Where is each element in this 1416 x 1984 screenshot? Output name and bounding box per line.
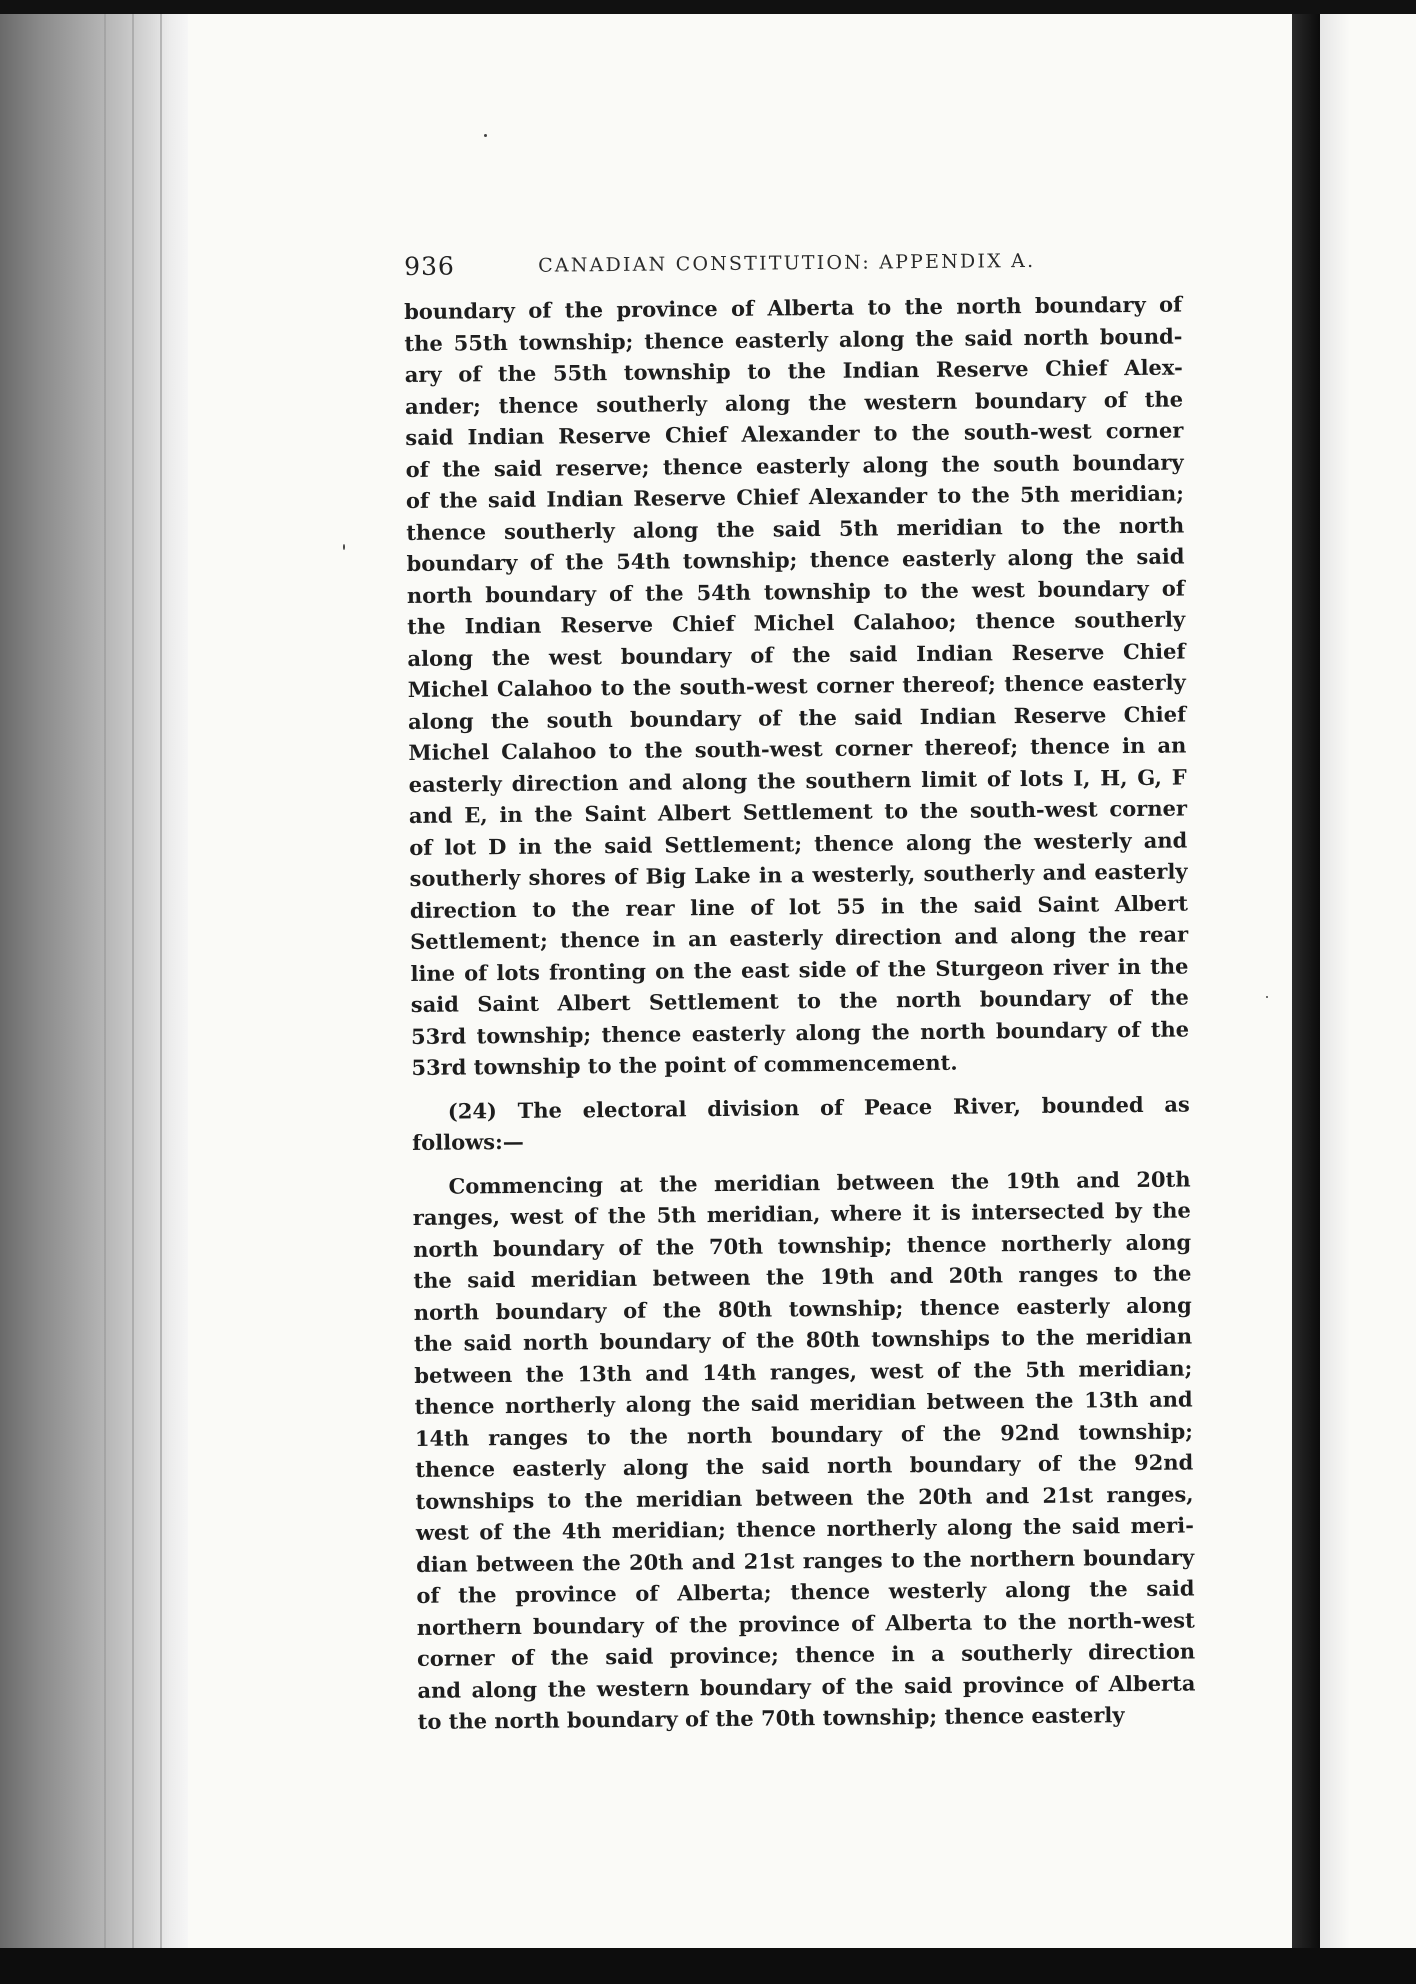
text-line: direction to the rear line of lot 55 in the said Saint Albert (409, 890, 1188, 923)
page-edge-line (132, 14, 134, 1948)
scan-speck (484, 134, 487, 137)
text-line: dian between the 20th and 21st ranges to the northern boundary (416, 1543, 1195, 1577)
text-line: of the said Indian Reserve Chief Alexander to the 5th meridian; (405, 480, 1185, 513)
text-line: north boundary of the 80th township; thence easterly along (413, 1291, 1192, 1325)
running-title: CANADIAN CONSTITUTION: APPENDIX A. (538, 249, 1036, 277)
text-line: follows:— (412, 1128, 524, 1155)
text-line: north boundary of the 70th township; thence northerly along (413, 1228, 1192, 1262)
scan-speck (343, 544, 345, 550)
page-edge-line (104, 14, 106, 1948)
book-gutter (1292, 14, 1320, 1948)
text-line: west of the 4th meridian; thence northerly along the said meri- (415, 1512, 1194, 1545)
page-number: 936 (404, 251, 455, 281)
running-header (404, 246, 1064, 286)
paragraph (412, 1163, 1195, 1737)
text-line: easterly direction and along the southern limit of lots I, H, G, F (408, 764, 1187, 797)
text-line: Commencing at the meridian between the 19th and 20th (448, 1165, 1191, 1199)
text-line: (24) The electoral division of Peace River, bounded as (447, 1090, 1190, 1124)
text-line: boundary of the province of Alberta to the north boundary of (404, 291, 1183, 324)
text-line: along the west boundary of the said Indian Reserve Chief (407, 638, 1186, 671)
text-line: of the province of Alberta; thence westerly along the said (416, 1575, 1195, 1608)
text-line: the said north boundary of the 80th townships to the meridian (413, 1323, 1193, 1356)
text-line: and E, in the Saint Albert Settlement to the south-west corner (408, 795, 1188, 828)
text-line: north boundary of the 54th township to the west boundary of (406, 575, 1185, 608)
scan-speck (1266, 996, 1268, 998)
text-line: southerly shores of Big Lake in a westerly, southerly and easterly (409, 858, 1188, 891)
text-line: said Saint Albert Settlement to the north boundary of the (410, 984, 1189, 1017)
text-line: 14th ranges to the north boundary of the 92nd township; (414, 1417, 1194, 1451)
body-text (404, 289, 1196, 1738)
text-line: the said meridian between the 19th and 20th ranges to the (413, 1260, 1192, 1293)
text-line: line of lots fronting on the east side of the Sturgeon river in the (410, 953, 1189, 986)
text-line: the Indian Reserve Chief Michel Calahoo; thence southerly (407, 606, 1186, 639)
page-edge-line (160, 14, 162, 1948)
text-line: ranges, west of the 5th meridian, where it is intersected by the (412, 1197, 1191, 1230)
text-line: thence southerly along the said 5th meridian to the north (406, 512, 1185, 545)
text-line: corner of the said province; thence in a southerly direction (416, 1638, 1196, 1671)
text-line: between the 13th and 14th ranges, west of the 5th meridian; (414, 1354, 1193, 1388)
text-line: thence northerly along the said meridian between the 13th and (414, 1386, 1193, 1419)
text-line: said Indian Reserve Chief Alexander to the south-west corner (405, 417, 1184, 450)
text-line: to the north boundary of the 70th township; thence easterly (417, 1702, 1125, 1734)
text-line: ander; thence southerly along the western boundary of the (404, 386, 1184, 419)
text-line: northern boundary of the province of Alberta to the north-west (416, 1606, 1195, 1640)
text-line: boundary of the 54th township; thence easterly along the said (406, 543, 1185, 576)
text-line: 53rd township; thence easterly along the north boundary of the (410, 1015, 1190, 1049)
text-line: and along the western boundary of the said province of Alberta (417, 1669, 1196, 1703)
text-line: of the said reserve; thence easterly along the south boundary (405, 449, 1184, 482)
text-line: along the south boundary of the said Indian Reserve Chief (407, 701, 1187, 734)
paragraph (412, 1088, 1191, 1158)
text-line: thence easterly along the said north boundary of the 92nd (415, 1449, 1194, 1482)
facing-page-edge (1320, 14, 1416, 1948)
text-line: Michel Calahoo to the south-west corner thereof; thence easterly (407, 669, 1186, 702)
paragraph (404, 289, 1190, 1084)
text-line: Settlement; thence in an easterly direction and along the rear (410, 921, 1189, 954)
text-line: ary of the 55th township to the Indian Reserve Chief Alex- (404, 354, 1183, 387)
text-line: the 55th township; thence easterly along the said north bound- (404, 323, 1183, 356)
text-line: of lot D in the said Settlement; thence along the westerly and (409, 827, 1188, 860)
scan-border-bottom (0, 1948, 1416, 1984)
text-line: 53rd township to the point of commencement. (411, 1049, 958, 1080)
scan-border-top (0, 0, 1416, 14)
text-line: townships to the meridian between the 20th and 21st ranges, (415, 1480, 1194, 1514)
text-line: Michel Calahoo to the south-west corner thereof; thence in an (408, 732, 1187, 765)
